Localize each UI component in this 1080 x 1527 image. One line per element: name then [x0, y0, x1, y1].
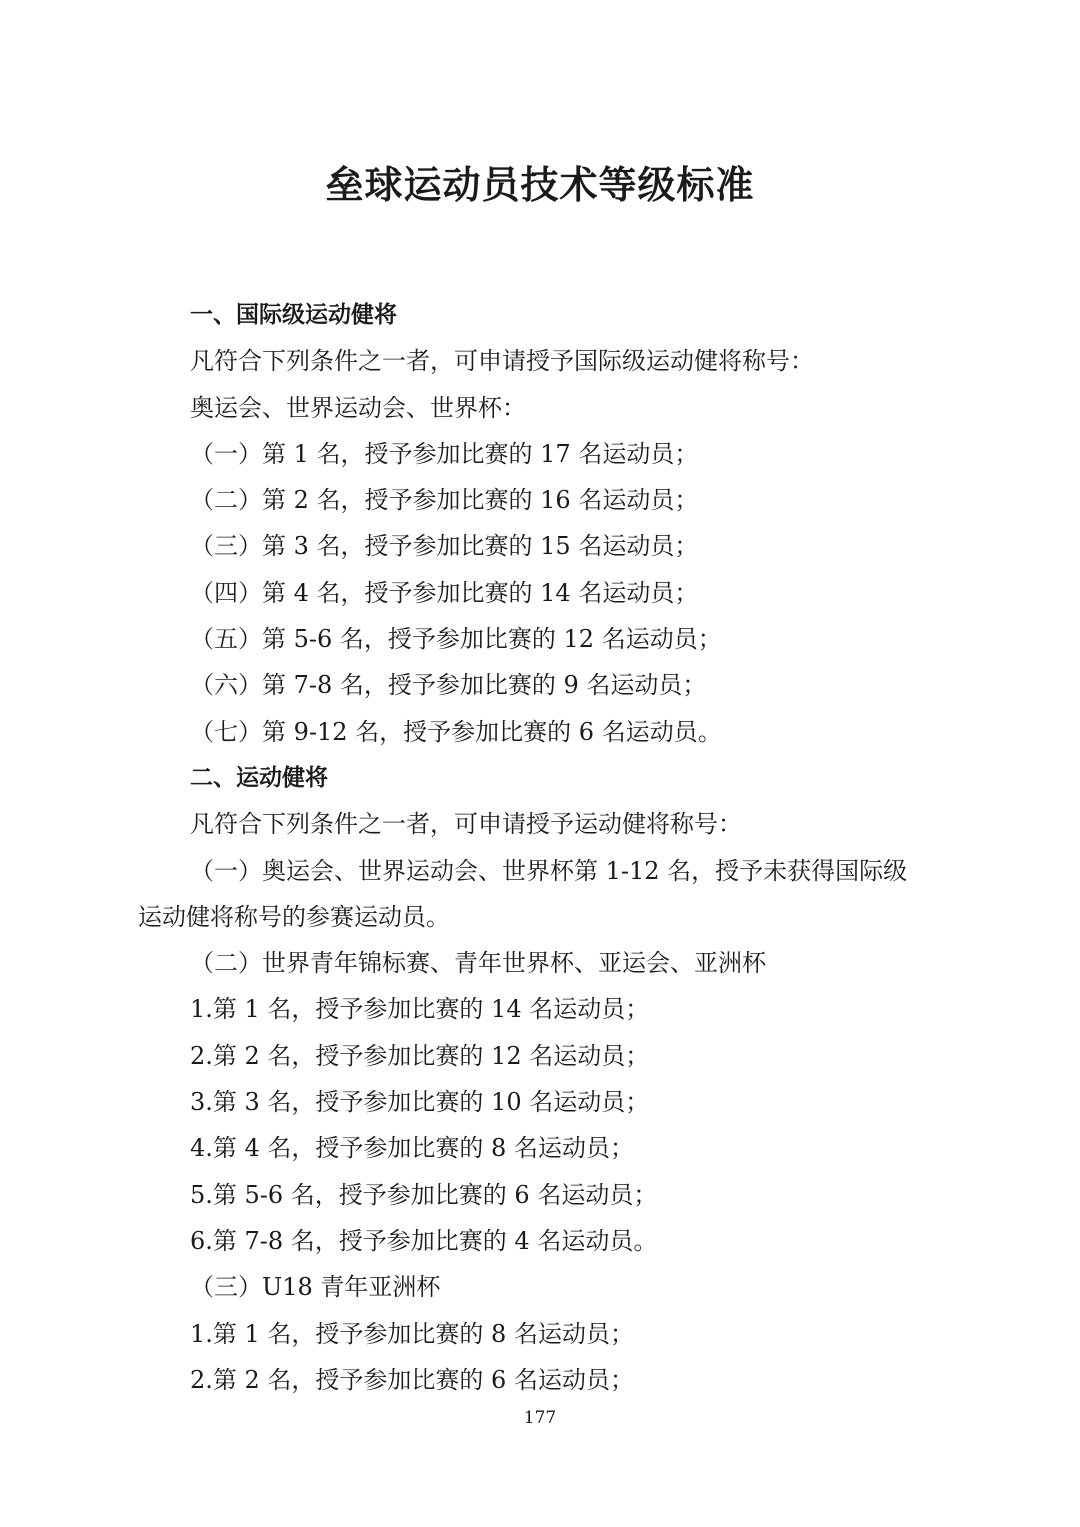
- section-heading-international-master: 一、国际级运动健将: [190, 302, 397, 328]
- list-item: （四）第 4 名，授予参加比赛的 14 名运动员；: [190, 578, 699, 607]
- paragraph-line: 奥运会、世界运动会、世界杯：: [190, 393, 526, 422]
- list-item: （一）奥运会、世界运动会、世界杯第 1-12 名，授予未获得国际级: [190, 856, 908, 885]
- document-body: [138, 292, 958, 1403]
- list-item: （六）第 7-8 名，授予参加比赛的 9 名运动员；: [190, 671, 707, 700]
- paragraph-line-continuation: 运动健将称号的参赛运动员。: [138, 902, 450, 931]
- list-item: （一）第 1 名，授予参加比赛的 17 名运动员；: [190, 439, 699, 468]
- document-title: 垒球运动员技术等级标准: [325, 162, 755, 207]
- list-item: （五）第 5-6 名，授予参加比赛的 12 名运动员；: [190, 625, 722, 654]
- paragraph-line: 凡符合下列条件之一者，可申请授予运动健将称号：: [190, 810, 742, 839]
- list-item: 5.第 5-6 名，授予参加比赛的 6 名运动员；: [190, 1180, 658, 1209]
- list-item: 1.第 1 名，授予参加比赛的 14 名运动员；: [190, 995, 650, 1024]
- paragraph-line: 凡符合下列条件之一者，可申请授予国际级运动健将称号：: [190, 347, 814, 376]
- list-item: 2.第 2 名，授予参加比赛的 12 名运动员；: [190, 1041, 650, 1070]
- page-number: 177: [523, 1408, 557, 1428]
- list-item: （二）第 2 名，授予参加比赛的 16 名运动员；: [190, 486, 699, 515]
- list-item: 4.第 4 名，授予参加比赛的 8 名运动员；: [190, 1134, 634, 1163]
- list-item: （三）U18 青年亚洲杯: [190, 1273, 441, 1302]
- section-heading-master: 二、运动健将: [190, 764, 328, 791]
- list-item: （三）第 3 名，授予参加比赛的 15 名运动员；: [190, 532, 699, 561]
- list-item: 3.第 3 名，授予参加比赛的 10 名运动员；: [190, 1088, 650, 1117]
- list-item: （七）第 9-12 名，授予参加比赛的 6 名运动员。: [190, 717, 722, 746]
- list-item: 1.第 1 名，授予参加比赛的 8 名运动员；: [190, 1319, 634, 1348]
- list-item: 2.第 2 名，授予参加比赛的 6 名运动员；: [190, 1365, 634, 1394]
- list-item: （二）世界青年锦标赛、青年世界杯、亚运会、亚洲杯: [190, 949, 766, 978]
- list-item: 6.第 7-8 名，授予参加比赛的 4 名运动员。: [190, 1226, 658, 1255]
